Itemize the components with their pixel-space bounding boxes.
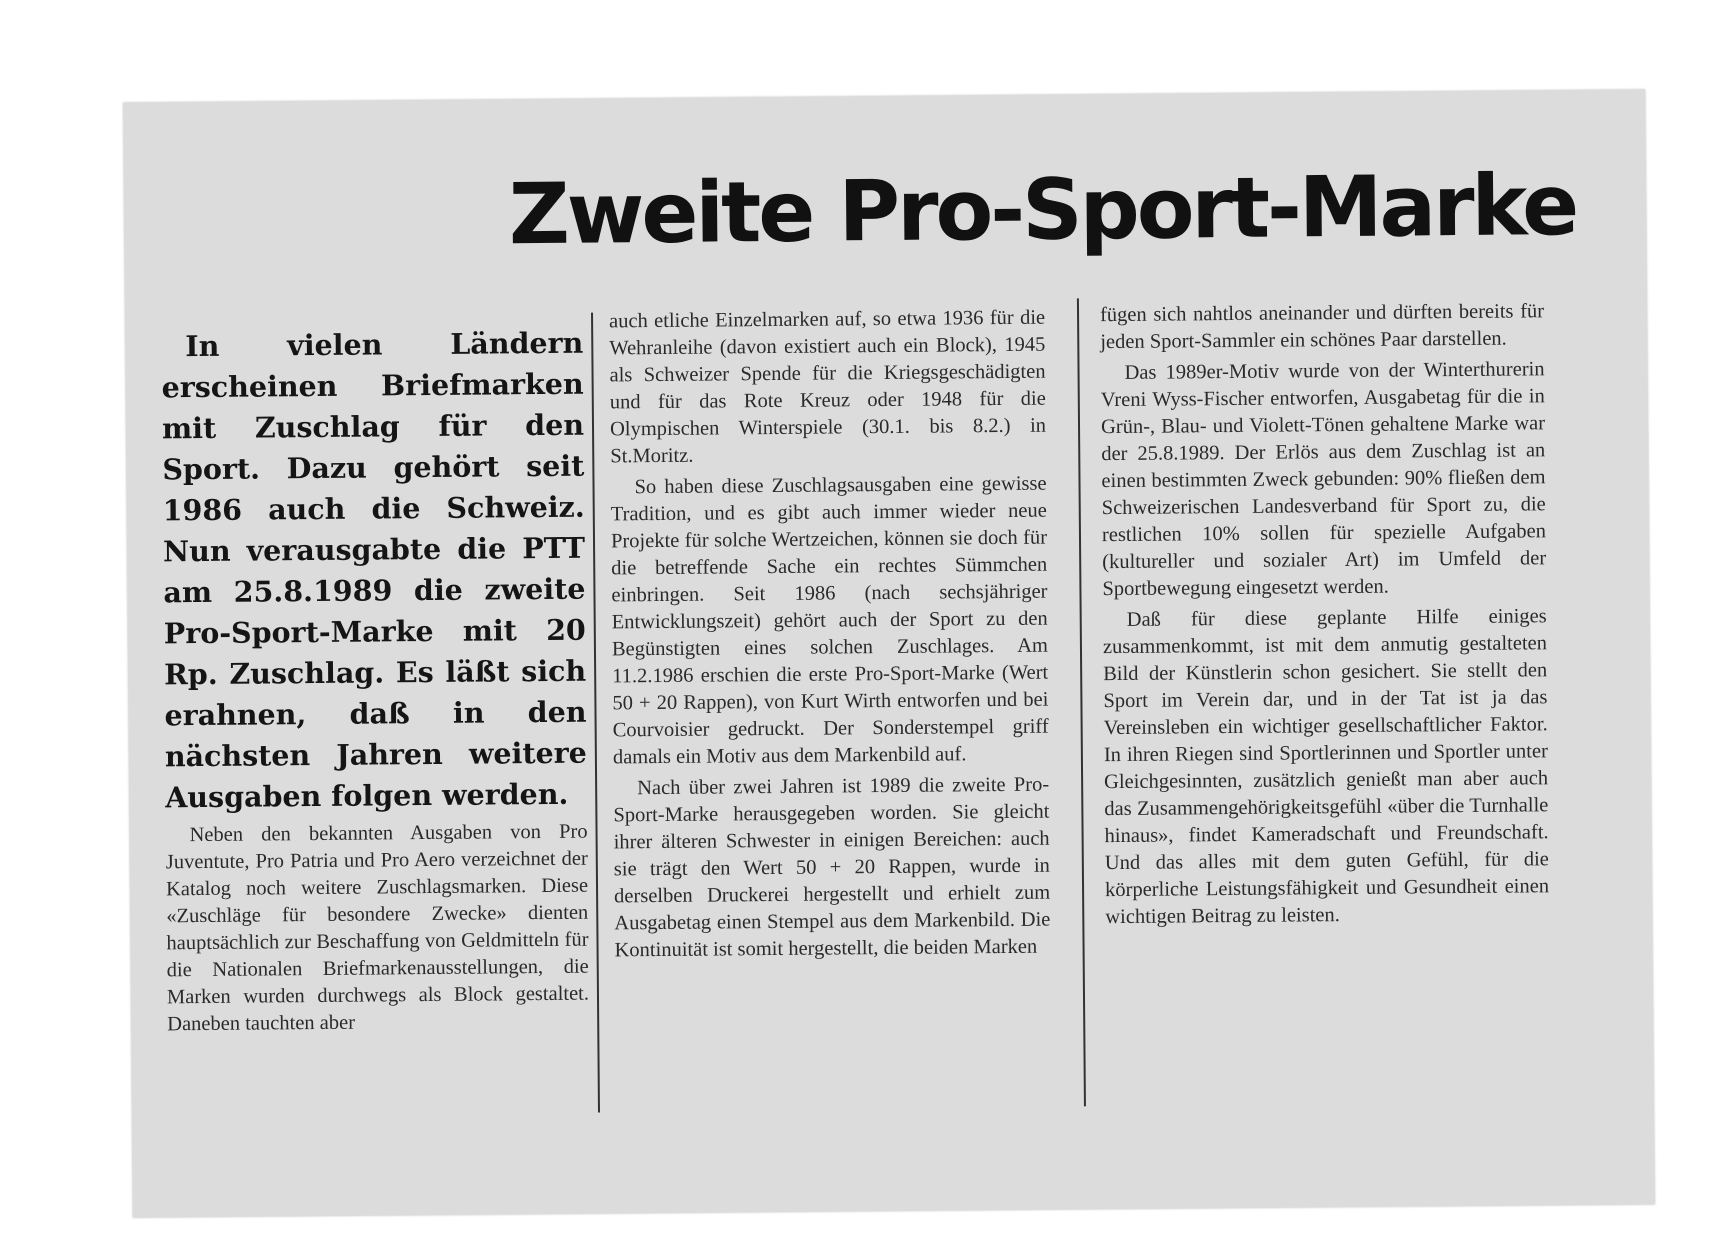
column-3-paragraph-3: Daß für diese geplante Hilfe einiges zusammenkommt, ist mit dem anmutig gestalteten Bild der Künstlerin schon gesichert. Sie stellt den Sport im Verein dar, und in der Tat ist ja das Vereinsleben ein wichtiger gesellschaftlicher Faktor. In ihren Riegen sind Sportlerinnen und Sportler unter Gleichgesinnten, zusätzlich genießt man aber auch das Zusammengehörigkeitsgefühl «über die Turnhalle hinaus», findet Kameradschaft und Freundschaft. Und das alles mit dem guten Gefühl, für die körperliche Leistungsfähigkeit und Gesundheit einen wichtigen Beitrag zu leisten. (1102, 605, 1550, 929)
column-2 (609, 305, 1051, 969)
column-1 (161, 323, 589, 1039)
column-2-paragraph-1: auch etliche Einzelmarken auf, so etwa 1936 für die Wehranleihe (davon existiert auch ein Block), 1945 als Schweizer Spende für die Kriegsgeschädigten und für das Rote Kreuz oder 1948 für die Olympischen Winterspiele (30.1. bis 8.2.) in St.Moritz. (608, 306, 1047, 468)
column-2-paragraph-2: So haben diese Zuschlagsausgaben eine gewisse Tradition, und es gibt auch immer wieder neue Projekte für solche Wertzeichen, können sie doch für die betreffende Sache ein rechtes Sümmchen einbringen. Seit 1986 (nach sechsjähriger Entwicklungszeit) gehört auch der Sport zu den Begünstigten eines solchen Zuschlages. Am 11.2.1986 erschien die erste Pro-Sport-Marke (Wert 50 + 20 Rappen), von Kurt Wirth entworfen und bei Courvoisier gedruckt. Der Sonderstempel griff damals ein Motiv aus dem Markenbild auf. (610, 472, 1049, 769)
column-3-paragraph-1: fügen sich nahtlos aneinander und dürften bereits für jeden Sport-Sammler ein schönes Paar darstellen. (1099, 300, 1545, 354)
column-3 (1100, 298, 1550, 935)
column-2-paragraph-3: Nach über zwei Jahren ist 1989 die zweite Pro-Sport-Marke herausgegeben worden. Sie gleicht ihrer älteren Schwester in einigen Bereichen: auch sie trägt den Wert 50 + 20 Rappen, wurde in derselben Druckerei hergestellt und erhielt zum Ausgabetag einen Stempel aus dem Markenbild. Die Kontinuität ist somit hergestellt, die beiden Marken (613, 773, 1051, 962)
column-3-paragraph-2: Das 1989er-Motiv wurde von der Winterthurerin Vreni Wyss-Fischer entworfen, Ausgabetag für die in Grün-, Blau- und Violett-Tönen gehaltene Marke war der 25.8.1989. Der Erlös aus dem Zuschlag ist an einen bestimmten Zweck gebunden: 90% fließen dem Schweizerischen Landesverband für Sport zu, die restlichen 10% sollen für spezielle Aufgaben (kultureller und sozialer Art) im Umfeld der Sportbewegung eingesetzt werden. (1100, 358, 1547, 601)
column-rule-1 (591, 313, 600, 1113)
headline: Zweite Pro-Sport-Marke (508, 155, 1577, 264)
column-1-body: Neben den bekannten Ausgaben von Pro Juventute, Pro Patria und Pro Aero verzeichnet der Katalog noch weitere Zuschlagsmarken. Diese «Zuschläge für besondere Zwecke» dienten hauptsächlich zur Beschaffung von Geldmitteln für die Nationalen Briefmarkenausstellungen, die Marken wurden durchwegs als Block gestaltet. Daneben tauchten aber (165, 820, 590, 1036)
article-card (123, 89, 1655, 1217)
column-rule-2 (1077, 298, 1086, 1106)
lead-paragraph: In vielen Ländern erscheinen Briefmarken mit Zuschlag für den Sport. Dazu gehört seit 1986 auch die Schweiz. Nun verausgabte die PTT am 25.8.1989 die zweite Pro-Sport-Marke mit 20 Rp. Zuschlag. Es läßt sich erahnen, daß in den nächsten Jahren weitere Ausgaben folgen werden. (161, 325, 588, 815)
